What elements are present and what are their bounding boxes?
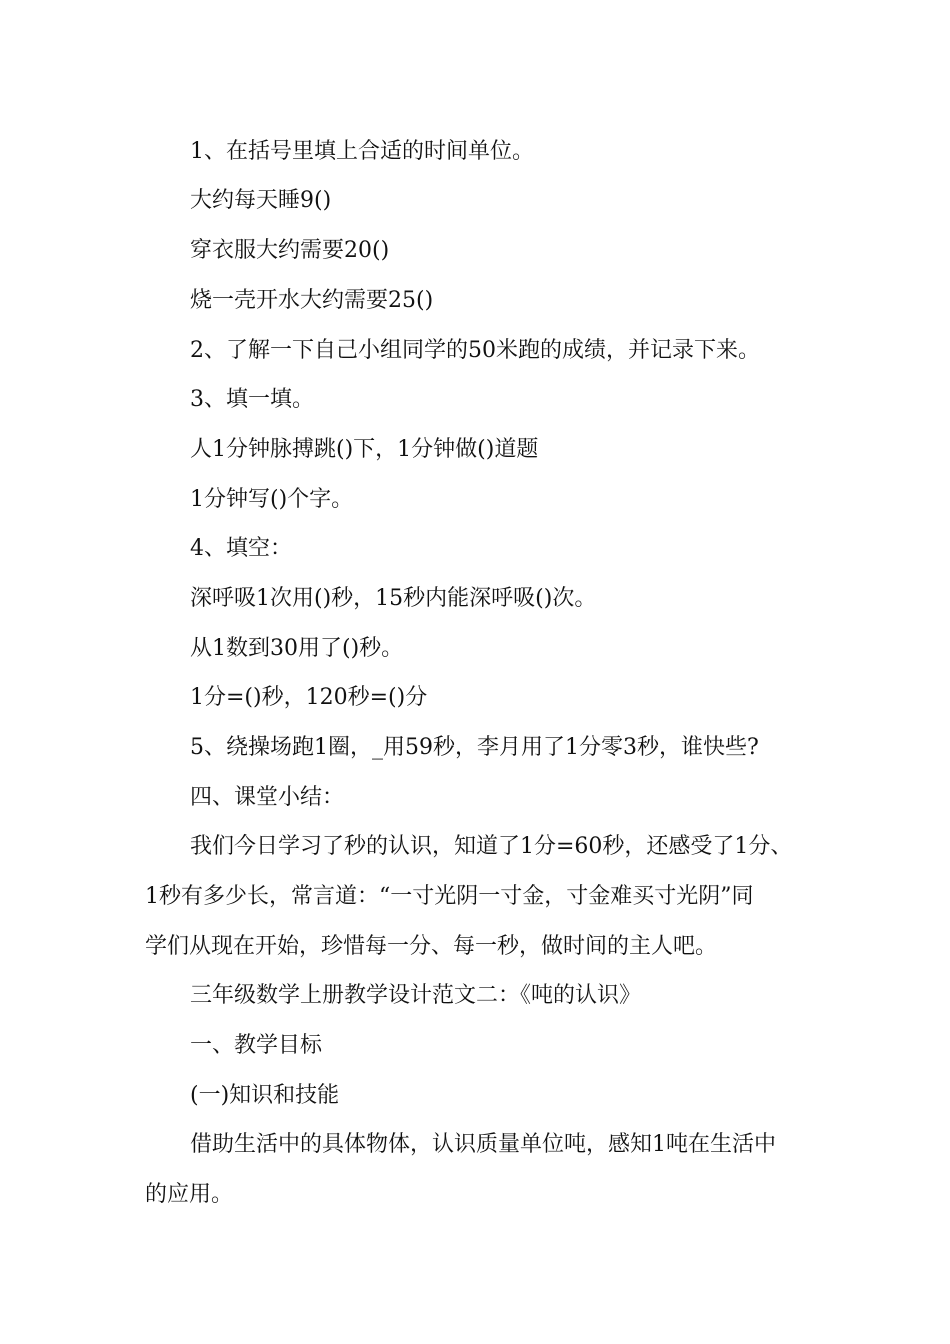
objective-paragraph-line-1: 借助生活中的具体物体，认识质量单位吨，感知1吨在生活中 — [190, 1132, 776, 1157]
question-1-item-dress: 穿衣服大约需要20() — [190, 238, 390, 263]
summary-paragraph-line-2: 1秒有多少长，常言道：“一寸光阴一寸金，寸金难买寸光阴”同 — [145, 884, 754, 909]
question-4-heading: 4、填空： — [190, 536, 292, 561]
question-1-heading: 1、在括号里填上合适的时间单位。 — [190, 139, 534, 164]
summary-paragraph-line-1: 我们今日学习了秒的认识，知道了1分=60秒，还感受了1分、 — [190, 834, 793, 859]
question-4-item-count: 从1数到30用了()秒。 — [190, 636, 404, 661]
section-objectives-heading: 一、教学目标 — [190, 1033, 323, 1058]
question-2-heading: 2、了解一下自己小组同学的50米跑的成绩，并记录下来。 — [190, 338, 760, 363]
question-3-item-pulse: 人1分钟脉搏跳()下，1分钟做()道题 — [190, 437, 539, 462]
question-3-heading: 3、填一填。 — [190, 387, 314, 412]
question-1-item-sleep: 大约每天睡9() — [190, 188, 332, 213]
lesson-2-title: 三年级数学上册教学设计范文二：《吨的认识》 — [190, 983, 642, 1008]
section-summary-heading: 四、课堂小结： — [190, 785, 345, 810]
question-5-heading: 5、绕操场跑1圈，_用59秒，李月用了1分零3秒，谁快些? — [190, 735, 759, 760]
question-4-item-breath: 深呼吸1次用()秒，15秒内能深呼吸()次。 — [190, 586, 597, 611]
summary-paragraph-line-3: 学们从现在开始，珍惜每一分、每一秒，做时间的主人吧。 — [145, 934, 718, 959]
objective-paragraph-line-2: 的应用。 — [145, 1182, 234, 1207]
question-4-item-convert: 1分=()秒，120秒=()分 — [190, 685, 428, 710]
question-1-item-boil-water: 烧一壳开水大约需要25() — [190, 288, 434, 313]
subsection-knowledge-heading: (一)知识和技能 — [190, 1083, 340, 1108]
question-3-item-write: 1分钟写()个字。 — [190, 487, 354, 512]
